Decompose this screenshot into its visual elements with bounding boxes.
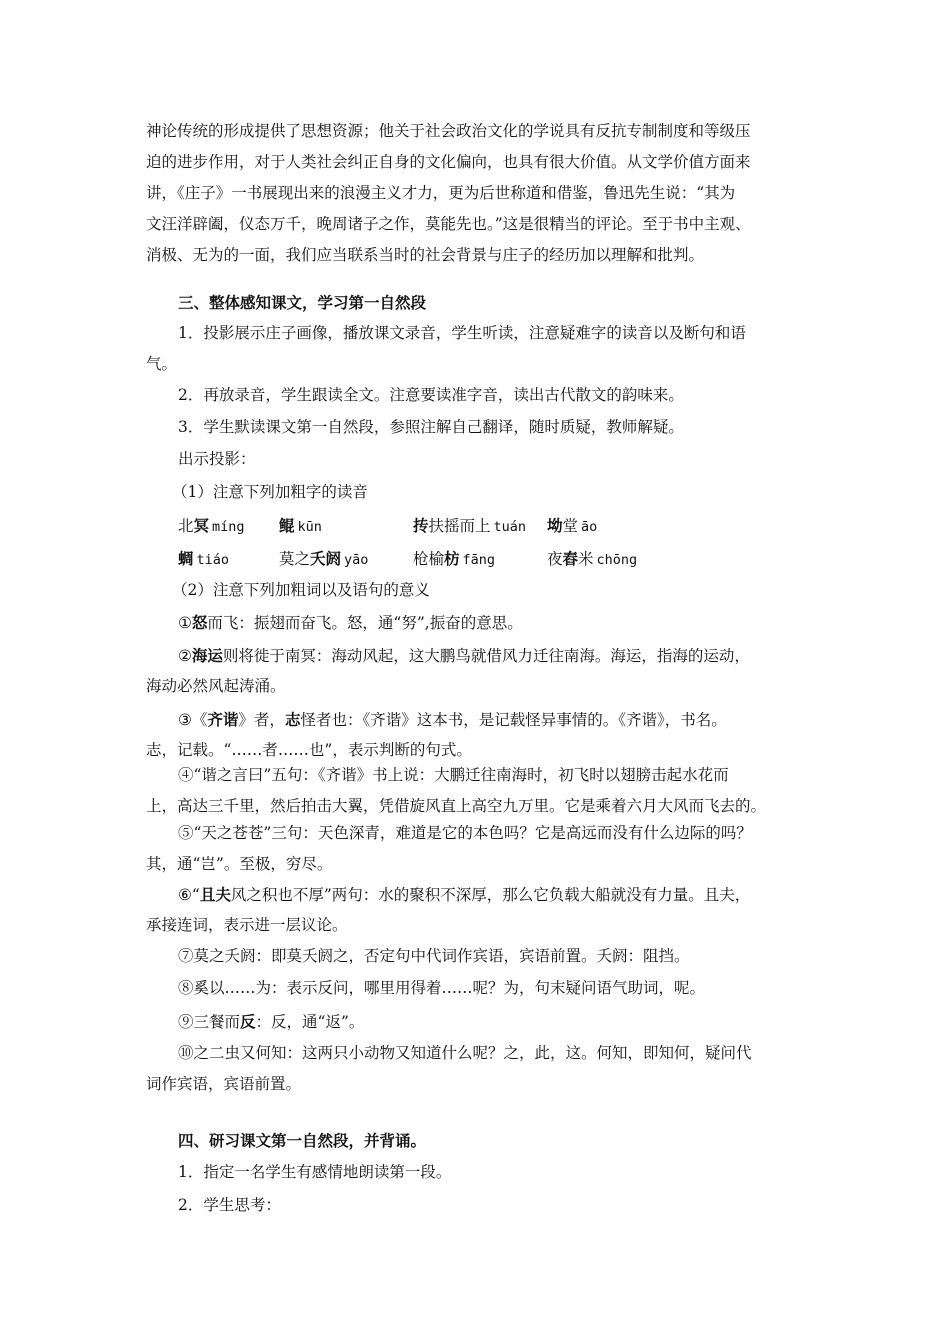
item1-line2: 气。 <box>146 355 178 373</box>
note-6: ⑥“且夫风之积也不厚”两句：水的聚积不深厚，那么它负载大船就没有力量。且夫， 承接连词，表示进一层议论。 <box>146 885 751 934</box>
projection-label: 出示投影： <box>178 450 256 468</box>
sub2-label: （2）注意下列加粗词以及语句的意义 <box>172 581 430 599</box>
pron-item: 抟扶摇而上 tuán <box>413 516 527 535</box>
pronunciation-row <box>0 543 950 574</box>
section3-item2: 2．再放录音，学生跟读全文。注意要读准字音，读出古代散文的韵味来。 <box>178 386 684 404</box>
intro-line: 文汪洋辟阖，仪态万千，晚周诸子之作，莫能先也。”这是很精当的评论。至于书中主观、 <box>146 215 751 233</box>
note-3: ③《齐谐》者，志怪者也：《齐谐》这本书，是记载怪异事情的。《齐谐》，书名。 志，记载。“……者……也”，表示判断的句式。 <box>146 710 727 759</box>
note-8: ⑧奚以……为：表示反问，哪里用得着……呢？为，句末疑问语气助词，呢。 <box>178 979 706 997</box>
note-7: ⑦莫之夭阏：即莫夭阏之，否定句中代词作宾语，宾语前置。夭阏：阻挡。 <box>178 947 690 965</box>
intro-line: 消极、无为的一面，我们应当联系当时的社会背景与庄子的经历加以理解和批判。 <box>146 246 705 264</box>
section4-item2: 2．学生思考： <box>178 1196 281 1214</box>
item1-line1: 1．投影展示庄子画像，播放课文录音，学生听读，注意疑难字的读音以及断句和语 <box>178 324 746 342</box>
intro-line: 神论传统的形成提供了思想资源；他关于社会政治文化的学说具有反抗专制制度和等级压 <box>146 122 751 140</box>
section3-item3: 3．学生默读课文第一自然段，参照注解自己翻译，随时质疑，教师解疑。 <box>178 418 684 436</box>
intro-line: 迫的进步作用，对于人类社会纠正自身的文化偏向，也具有很大价值。从文学价值方面来 <box>146 153 751 171</box>
pronunciation-row <box>0 510 950 541</box>
section3-heading: 三、整体感知课文，学习第一自然段 <box>178 293 427 312</box>
pron-item: 枪榆枋 fāng <box>413 549 496 568</box>
pron-item: 北冥 míng <box>178 516 245 535</box>
pron-item: 夜舂米 chōng <box>547 549 638 568</box>
pron-item: 坳堂 āo <box>547 516 598 535</box>
note-1: ①怒而飞：振翅而奋飞。怒，通“努”,振奋的意思。 <box>178 613 523 632</box>
intro-paragraph <box>146 116 816 271</box>
intro-line: 讲，《庄子》一书展现出来的浪漫主义才力，更为后世称道和借鉴，鲁迅先生说：“其为 <box>146 184 736 202</box>
note-2: ②海运则将徙于南冥：海动风起，这大鹏鸟就借风力迁往南海。海运，指海的运动， 海动必然风起涛涌。 <box>146 646 750 695</box>
pron-item: 莫之夭阏 yāo <box>279 549 369 568</box>
section4-item1: 1．指定一名学生有感情地朗读第一段。 <box>178 1163 452 1181</box>
note-10: ⑩之二虫又何知：这两只小动物又知道什么呢？之，此，这。何知，即知何，疑问代 词作宾语，宾语前置。 <box>146 1044 752 1093</box>
note-9: ⑨三餐而反：反，通“返”。 <box>178 1012 365 1031</box>
note-5: ⑤“天之苍苍”三句：天色深青，难道是它的本色吗？它是高远而没有什么边际的吗？ 其，通“岂”。至极，穷尽。 <box>146 824 752 873</box>
pron-item: 鲲 kūn <box>279 516 322 535</box>
section4-heading: 四、研习课文第一自然段，并背诵。 <box>178 1131 427 1150</box>
note-4: ④“谐之言曰”五句：《齐谐》书上说：大鹏迁往南海时，初飞时以翅膀击起水花而 上，高达三千里，然后拍击大翼，凭借旋风直上高空九万里。它是乘着六月大风而飞去的。 <box>146 766 767 815</box>
sub1-label: （1）注意下列加粗字的读音 <box>172 483 368 501</box>
pron-item: 蜩 tiáo <box>178 549 230 568</box>
section3-item1 <box>146 318 816 380</box>
